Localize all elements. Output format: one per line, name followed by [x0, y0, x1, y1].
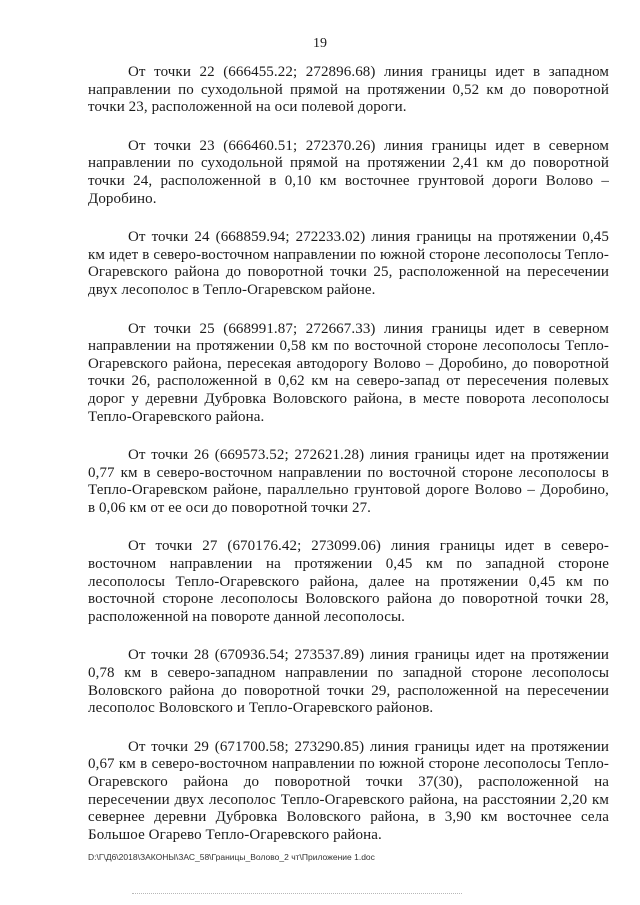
- paragraph-point-23: От точки 23 (666460.51; 272370.26) линия границы идет в северном направлении по суходольной прямой на протяжении 2,41 км до поворотной точки 24, расположенной в 0,10 км восточнее грунтовой дороги Волово – Доробино.: [88, 137, 609, 207]
- paragraph-point-24: От точки 24 (668859.94; 272233.02) линия границы на протяжении 0,45 км идет в северо-восточном направлении по южной стороне лесополосы Тепло-Огаревского района до поворотной точки 25, расположенной на пересечении двух лесополос в Тепло-Огаревском районе.: [88, 229, 609, 298]
- paragraph-point-26: От точки 26 (669573.52; 272621.28) линия границы идет на протяжении 0,77 км в северо-восточном направлении по восточной стороне лесополосы в Тепло-Огаревском районе, параллельно грунтовой дороге Волово – Доробино, в 0,06 км от ее оси до поворотной точки 27.: [88, 447, 609, 516]
- paragraph-point-27: От точки 27 (670176.42; 273099.06) линия границы идет в северо-восточном направлении на протяжении 0,45 км по западной стороне лесополосы Тепло-Огаревского района, далее на протяжении 0,45 км по восточной стороне лесополосы Воловского района до поворотной точки 28, расположенной на повороте данной лесополосы.: [88, 538, 609, 625]
- paragraph-point-28: От точки 28 (670936.54; 273537.89) линия границы идет на протяжении 0,78 км в северо-западном направлении по западной стороне лесополосы Воловского района до поворотной точки 29, расположенной на пересечении лесополос Воловского и Тепло-Огаревского районов.: [88, 647, 609, 717]
- page-number: 19: [313, 36, 327, 51]
- paragraph-point-29: От точки 29 (671700.58; 273290.85) линия границы идет на протяжении 0,67 км в северо-восточном направлении по южной стороне лесополосы Тепло-Огаревского района до поворотной точки 37(30), расположенной на пересечении двух лесополос Тепло-Огаревского района, на расстоянии 2,20 км севернее деревни Дубровка Воловского района, в 3,90 км восточнее села Большое Огарево Тепло-Огаревского района.: [88, 738, 609, 843]
- scan-artifact-line: [132, 893, 462, 894]
- footer-file-path: D:\Г\Д6\2018\ЗАКОНЫ\ЗАС_58\Границы_Волово_2 чт\Приложение 1.doc: [88, 852, 375, 862]
- paragraph-point-25: От точки 25 (668991.87; 272667.33) линия границы идет в северном направлении на протяжении 0,58 км по восточной стороне лесополосы Тепло-Огаревского района, пересекая автодорогу Волово – Доробино, до поворотной точки 26, расположенной в 0,62 км на северо-запад от пересечения полевых дорог у деревни Дубровка Воловского района, в месте поворота лесополосы Тепло-Огаревского района.: [88, 320, 609, 425]
- document-body: [88, 64, 609, 865]
- paragraph-point-22: От точки 22 (666455.22; 272896.68) линия границы идет в западном направлении по суходольной прямой на протяжении 0,52 км до поворотной точки 23, расположенной на оси полевой дороги.: [88, 64, 609, 116]
